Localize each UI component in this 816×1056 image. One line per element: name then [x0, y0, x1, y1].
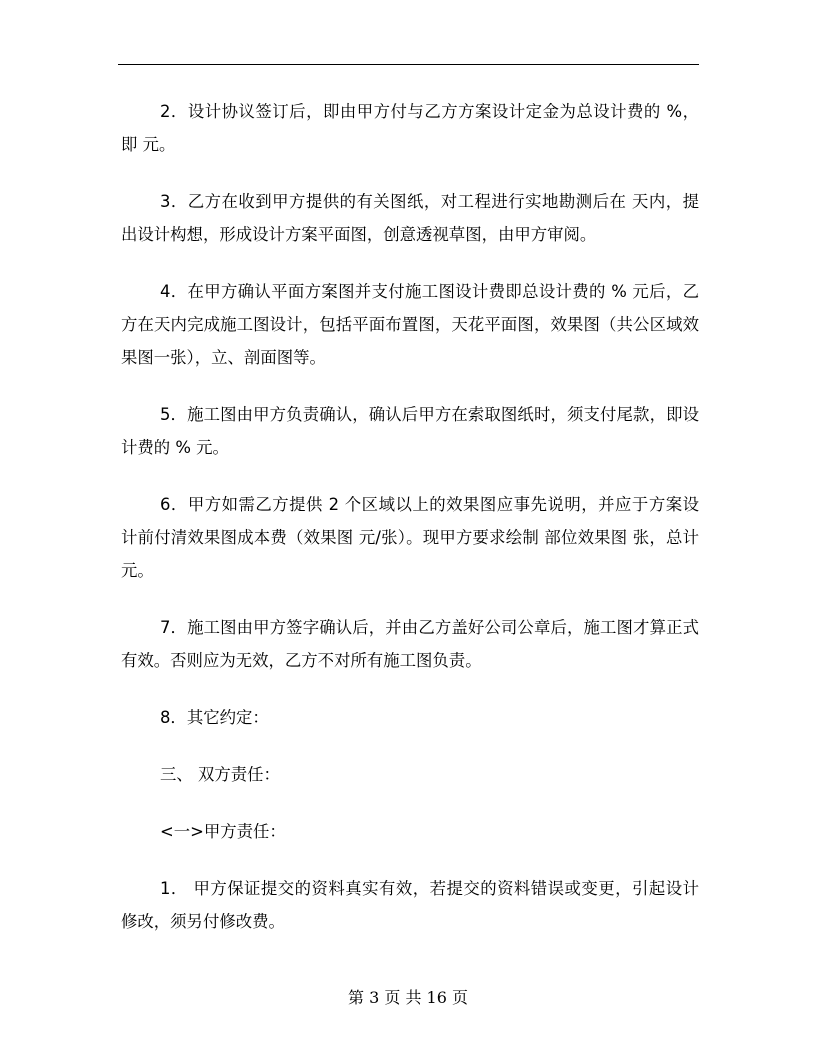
party-a-item-1-paragraph: 1． 甲方保证提交的资料真实有效，若提交的资料错误或变更，引起设计修改，须另付修改费。 [121, 879, 699, 931]
clause-6-paragraph: 6．甲方如需乙方提供 2 个区域以上的效果图应事先说明，并应于方案设计前付清效果图成本费（效果图 元/张）。现甲方要求绘制 部位效果图 张，总计 元。 [121, 495, 699, 580]
header-rule [118, 64, 699, 65]
page-number-footer: 第 3 页 共 16 页 [348, 988, 468, 1007]
clause-4-paragraph: 4．在甲方确认平面方案图并支付施工图设计费即总设计费的 % 元后，乙方在天内完成施工图设计，包括平面布置图，天花平面图，效果图（共公区域效果图一张），立、剖面图等。 [121, 282, 699, 367]
document-body [121, 95, 699, 938]
clause-8-paragraph: 8．其它约定： [160, 708, 269, 727]
clause-2-paragraph: 2．设计协议签订后，即由甲方付与乙方方案设计定金为总设计费的 %，即 元。 [121, 102, 699, 154]
clause-3-paragraph: 3．乙方在收到甲方提供的有关图纸，对工程进行实地勘测后在 天内，提出设计构想，形成设计方案平面图，创意透视草图，由甲方审阅。 [121, 192, 699, 244]
clause-5-paragraph: 5．施工图由甲方负责确认，确认后甲方在索取图纸时，须支付尾款，即设计费的 % 元。 [121, 405, 699, 457]
party-a-responsibility-heading: <一>甲方责任： [160, 822, 286, 841]
section-3-heading: 三、 双方责任： [160, 765, 280, 784]
clause-7-paragraph: 7．施工图由甲方签字确认后，并由乙方盖好公司公章后，施工图才算正式有效。否则应为无效，乙方不对所有施工图负责。 [121, 618, 699, 670]
